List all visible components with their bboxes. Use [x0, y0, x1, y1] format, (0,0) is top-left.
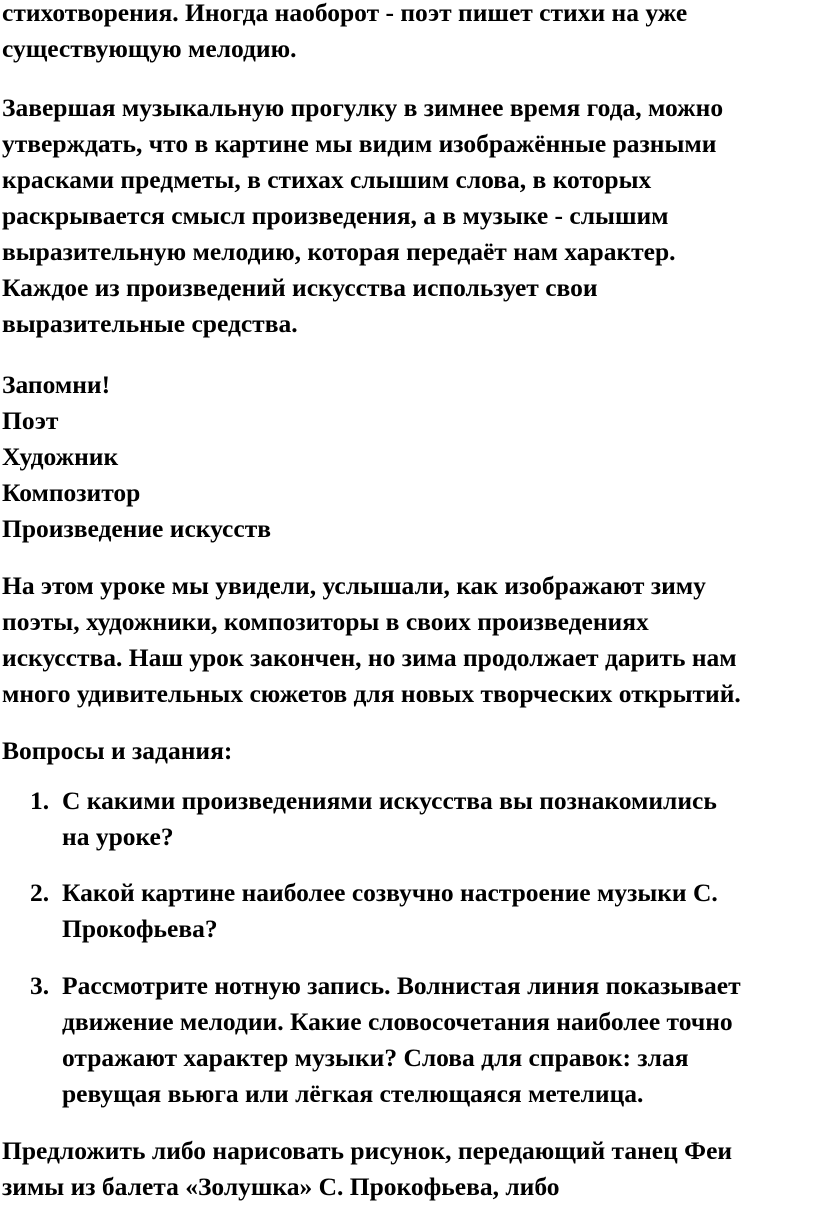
text-line: выразительную мелодию, которая передаёт нам характер. [2, 237, 676, 266]
paragraph-intro-end [2, 0, 812, 67]
text-line: Завершая музыкальную прогулку в зимнее время года, можно [2, 93, 724, 122]
questions-heading [2, 733, 812, 769]
text-line: искусства. Наш урок закончен, но зима продолжает дарить нам [2, 643, 737, 672]
paragraph-task [2, 1133, 812, 1205]
text-line: раскрывается смысл произведения, а в музыке - слышим [2, 201, 669, 230]
text-line: зимы из балета «Золушка» С. Прокофьева, либо [2, 1172, 560, 1201]
term-poet: Поэт [2, 406, 59, 435]
text-line: На этом уроке мы увидели, услышали, как изображают зиму [2, 571, 706, 600]
paragraph-summary [2, 568, 812, 712]
text-line: Предложить либо нарисовать рисунок, передающий танец Феи [2, 1136, 733, 1165]
text-line: Какой картине наиболее созвучно настроение музыки С. [62, 878, 718, 907]
question-number: 1. [30, 786, 50, 815]
question-number: 3. [30, 971, 50, 1000]
remember-block [2, 367, 812, 547]
question-number: 2. [30, 878, 50, 907]
text-line: выразительные средства. [2, 309, 298, 338]
paragraph-conclusion [2, 90, 812, 342]
text-line: много удивительных сюжетов для новых творческих открытий. [2, 679, 741, 708]
text-line: отражают характер музыки? Слова для справок: злая [62, 1043, 689, 1072]
text-line: на уроке? [62, 822, 174, 851]
term-artwork: Произведение искусств [2, 514, 271, 543]
text-line: движение мелодии. Какие словосочетания наиболее точно [62, 1007, 733, 1036]
term-composer: Композитор [2, 478, 141, 507]
text-line: С какими произведениями искусства вы познакомились [62, 786, 717, 815]
text-line: Прокофьева? [62, 914, 218, 943]
text-line: поэты, художники, композиторы в своих произведениях [2, 607, 649, 636]
text-line: ревущая вьюга или лёгкая стелющаяся метелица. [62, 1079, 644, 1108]
text-line: Рассмотрите нотную запись. Волнистая линия показывает [62, 971, 741, 1000]
text-line: утверждать, что в картине мы видим изображённые разными [2, 129, 717, 158]
text-line: Каждое из произведений искусства использует свои [2, 273, 598, 302]
text-line: стихотворения. Иногда наоборот - поэт пишет стихи на уже [2, 0, 688, 27]
term-artist: Художник [2, 442, 119, 471]
remember-heading: Запомни! [2, 370, 111, 399]
text-line: существующую мелодию. [2, 34, 297, 63]
questions-heading-text: Вопросы и задания: [2, 736, 233, 765]
text-line: красками предметы, в стихах слышим слова, в которых [2, 165, 652, 194]
